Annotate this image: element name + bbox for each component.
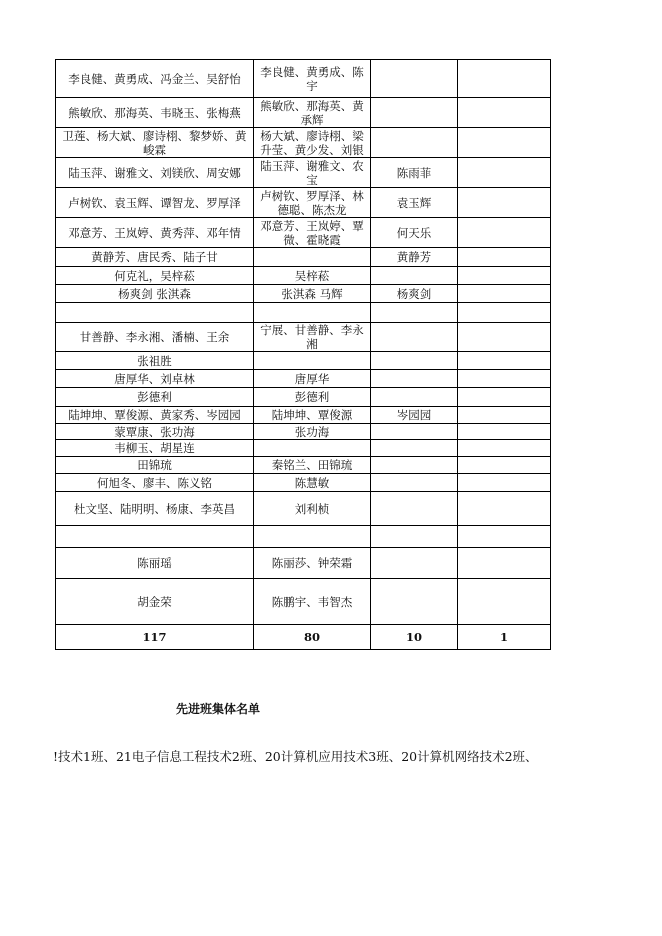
- cell[interactable]: [458, 323, 551, 352]
- cell[interactable]: [458, 370, 551, 388]
- cell[interactable]: [254, 303, 371, 323]
- honor-list-table: [55, 59, 551, 650]
- cell[interactable]: 蒙覃康、张功海: [56, 424, 254, 440]
- cell[interactable]: [458, 388, 551, 407]
- table-row: [56, 352, 551, 370]
- table-row: [56, 60, 551, 98]
- cell[interactable]: 陆玉萍、谢雅文、刘镁欣、周安娜: [56, 158, 254, 188]
- cell[interactable]: 李良健、黄勇成、陈宇: [254, 60, 371, 98]
- cell[interactable]: [458, 474, 551, 492]
- cell[interactable]: 宁展、甘善静、李永湘: [254, 323, 371, 352]
- cell[interactable]: [458, 267, 551, 285]
- cell[interactable]: 陈丽瑶: [56, 548, 254, 579]
- cell[interactable]: 何克礼，吴梓菘: [56, 267, 254, 285]
- cell[interactable]: 陈慧敏: [254, 474, 371, 492]
- table-row: [56, 474, 551, 492]
- cell[interactable]: 袁玉辉: [371, 188, 458, 218]
- cell[interactable]: [371, 267, 458, 285]
- cell[interactable]: [458, 158, 551, 188]
- cell[interactable]: 张功海: [254, 424, 371, 440]
- cell[interactable]: [371, 352, 458, 370]
- cell[interactable]: 陆玉萍、谢雅文、农宝: [254, 158, 371, 188]
- cell[interactable]: 卢树钦、袁玉辉、谭智龙、罗厚泽: [56, 188, 254, 218]
- cell[interactable]: 杨爽剑: [371, 285, 458, 303]
- cell[interactable]: 陈鹏宇、韦智杰: [254, 579, 371, 625]
- cell[interactable]: [254, 248, 371, 267]
- cell[interactable]: 陆坤坤、覃俊源、黄家秀、岑园园: [56, 407, 254, 424]
- cell[interactable]: [371, 424, 458, 440]
- table-row: [56, 98, 551, 128]
- cell[interactable]: [371, 323, 458, 352]
- cell[interactable]: 杨大斌、廖诗栩、梁升莹、黄少发、刘银: [254, 128, 371, 158]
- table-row: [56, 579, 551, 625]
- cell[interactable]: [458, 60, 551, 98]
- cell[interactable]: [458, 285, 551, 303]
- cell[interactable]: [458, 492, 551, 526]
- totals-row: [56, 625, 551, 650]
- cell[interactable]: 陆坤坤、覃俊源: [254, 407, 371, 424]
- cell[interactable]: [371, 440, 458, 457]
- cell[interactable]: [371, 388, 458, 407]
- table-row: [56, 424, 551, 440]
- cell[interactable]: [458, 188, 551, 218]
- cell[interactable]: [371, 370, 458, 388]
- cell[interactable]: 刘利桢: [254, 492, 371, 526]
- cell[interactable]: 岑园园: [371, 407, 458, 424]
- table-row: [56, 323, 551, 352]
- cell[interactable]: 韦柳玉、胡星连: [56, 440, 254, 457]
- cell[interactable]: 杜文坚、陆明明、杨康、李英昌: [56, 492, 254, 526]
- table-row: [56, 248, 551, 267]
- cell[interactable]: 田锦琉: [56, 457, 254, 474]
- cell[interactable]: [458, 548, 551, 579]
- cell[interactable]: 陈丽莎、钟荣霜: [254, 548, 371, 579]
- cell[interactable]: 陈雨菲: [371, 158, 458, 188]
- cell[interactable]: 邓意芳、王岚婷、黄秀萍、邓年情: [56, 218, 254, 248]
- table-row: [56, 548, 551, 579]
- cell[interactable]: 李良健、黄勇成、冯金兰、吴舒怡: [56, 60, 254, 98]
- cell[interactable]: [458, 218, 551, 248]
- cell[interactable]: [371, 492, 458, 526]
- table-row: [56, 370, 551, 388]
- cell[interactable]: 彭德利: [254, 388, 371, 407]
- section-title: 先进班集体名单: [176, 702, 261, 716]
- table-row: [56, 492, 551, 526]
- table-row: [56, 457, 551, 474]
- cell[interactable]: [371, 526, 458, 548]
- cell[interactable]: [458, 457, 551, 474]
- cell[interactable]: [371, 98, 458, 128]
- table-row: [56, 407, 551, 424]
- cell[interactable]: [254, 526, 371, 548]
- cell[interactable]: [371, 474, 458, 492]
- cell[interactable]: 唐厚华、刘卓林: [56, 370, 254, 388]
- cell[interactable]: [371, 548, 458, 579]
- cell[interactable]: 何天乐: [371, 218, 458, 248]
- table-row: [56, 267, 551, 285]
- cell[interactable]: [371, 128, 458, 158]
- cell[interactable]: 唐厚华: [254, 370, 371, 388]
- cell[interactable]: 彭德利: [56, 388, 254, 407]
- cell[interactable]: 吴梓菘: [254, 267, 371, 285]
- cell[interactable]: [458, 440, 551, 457]
- cell[interactable]: 张淇森 马辉: [254, 285, 371, 303]
- cell[interactable]: 邓意芳、王岚婷、覃微、霍晓霞: [254, 218, 371, 248]
- total-cell[interactable]: 117: [56, 625, 254, 650]
- total-cell[interactable]: 80: [254, 625, 371, 650]
- cell[interactable]: [254, 440, 371, 457]
- cell[interactable]: [371, 60, 458, 98]
- table-row: [56, 218, 551, 248]
- table-row: [56, 128, 551, 158]
- cell[interactable]: 黄静芳、唐民秀、陆子甘: [56, 248, 254, 267]
- cell[interactable]: [458, 248, 551, 267]
- cell[interactable]: [254, 352, 371, 370]
- cell[interactable]: 甘善静、李永湘、潘楠、王余: [56, 323, 254, 352]
- cell[interactable]: [458, 407, 551, 424]
- cell[interactable]: [458, 579, 551, 625]
- cell[interactable]: 张祖胜: [56, 352, 254, 370]
- cell[interactable]: [56, 303, 254, 323]
- cell[interactable]: 熊敏欣、那海英、韦晓玉、张梅燕: [56, 98, 254, 128]
- cell[interactable]: 黄静芳: [371, 248, 458, 267]
- cell[interactable]: [458, 526, 551, 548]
- cell[interactable]: [371, 457, 458, 474]
- table-row: [56, 440, 551, 457]
- table-row: [56, 303, 551, 323]
- cell[interactable]: [371, 579, 458, 625]
- table-row: [56, 158, 551, 188]
- cell[interactable]: [458, 128, 551, 158]
- cell[interactable]: 卢树钦、罗厚泽、林德聪、陈杰龙: [254, 188, 371, 218]
- cell[interactable]: [458, 424, 551, 440]
- cell[interactable]: 胡金荣: [56, 579, 254, 625]
- table-row: [56, 285, 551, 303]
- cell[interactable]: 杨爽剑 张淇森: [56, 285, 254, 303]
- class-list-text[interactable]: !技术1班、21电子信息工程技术2班、20计算机应用技术3班、20计算机网络技术2班、: [53, 749, 538, 764]
- cell[interactable]: [56, 526, 254, 548]
- cell[interactable]: [371, 303, 458, 323]
- total-cell[interactable]: 10: [371, 625, 458, 650]
- total-cell[interactable]: 1: [458, 625, 551, 650]
- cell[interactable]: [458, 352, 551, 370]
- table-row: [56, 388, 551, 407]
- cell[interactable]: 何旭冬、廖丰、陈义铭: [56, 474, 254, 492]
- table-row: [56, 526, 551, 548]
- table-row: [56, 188, 551, 218]
- cell[interactable]: 熊敏欣、那海英、黄承辉: [254, 98, 371, 128]
- cell[interactable]: 秦铭兰、田锦琉: [254, 457, 371, 474]
- cell[interactable]: [458, 98, 551, 128]
- cell[interactable]: [458, 303, 551, 323]
- cell[interactable]: 卫莲、杨大斌、廖诗栩、黎梦娇、黄峻霖: [56, 128, 254, 158]
